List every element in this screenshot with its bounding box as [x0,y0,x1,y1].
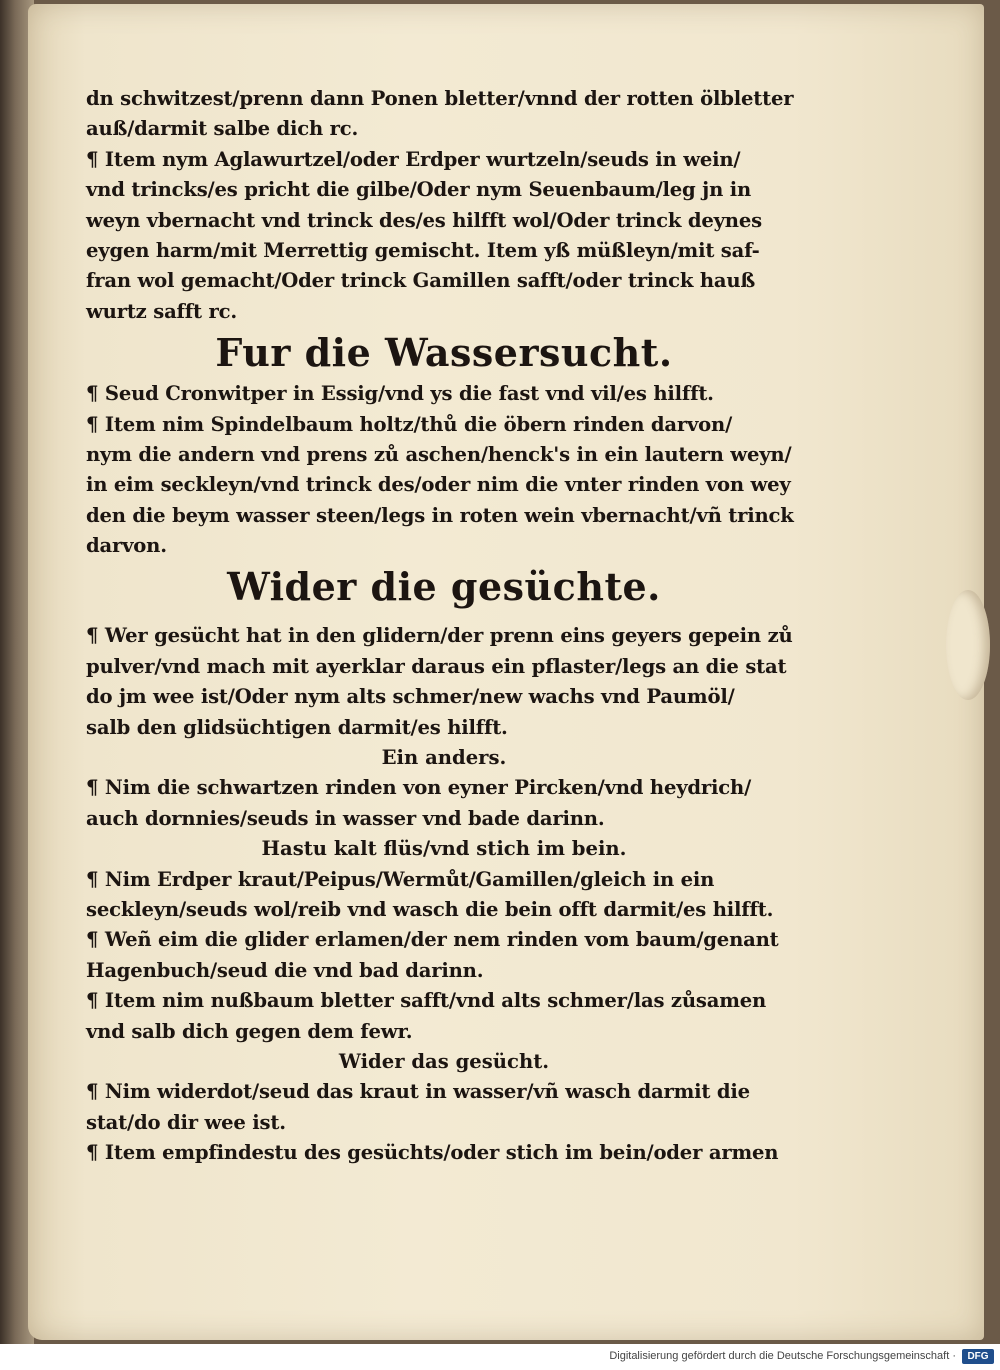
text-line: eygen harm/mit Merrettig gemischt. Item yß müßleyn/mit saf- [86,238,760,262]
text-line: weyn vbernacht vnd trinck des/es hilfft wol/Oder trinck deynes [86,208,762,232]
spacer [86,613,802,621]
text-line: wurtz safft rc. [86,299,237,323]
text-line: ¶ Wer gesücht hat in den glidern/der prenn eins geyers gepein zů [86,624,793,648]
text-line: ¶ Item nim nußbaum bletter safft/vnd alts schmer/las zůsamen [86,989,767,1013]
dfg-logo: DFG [962,1349,994,1364]
text-line: do jm wee ist/Oder nym alts schmer/new wachs vnd Paumöl/ [86,685,735,709]
text-line: den die beym wasser steen/legs in roten wein vbernacht/vñ trinck [86,503,794,527]
text-line: in eim seckleyn/vnd trinck des/oder nim die vnter rinden von wey [86,473,791,497]
digitization-footer [0,1344,1000,1370]
text-line: nym die andern vnd prens zů aschen/henck's in ein lautern weyn/ [86,442,792,466]
text-line: stat/do dir wee ist. [86,1110,286,1134]
text-line: seckleyn/seuds wol/reib vnd wasch die bein offt darmit/es hilfft. [86,897,774,921]
funding-credit: Digitalisierung gefördert durch die Deutsche Forschungsgemeinschaft · [609,1350,956,1362]
text-line: dn schwitzest/prenn dann Ponen bletter/vnnd der rotten ölbletter [86,87,794,110]
text-line: vnd salb dich gegen dem fewr. [86,1019,413,1043]
text-line: ¶ Seud Cronwitper in Essig/vnd ys die fast vnd vil/es hilfft. [86,382,714,406]
text-line: fran wol gemacht/Oder trinck Gamillen safft/oder trinck hauß [86,269,756,293]
subheading-ein-anders: Ein anders. [381,746,507,770]
text-line: ¶ Nim die schwartzen rinden von eyner Pircken/vnd heydrich/ [86,776,752,800]
text-line: ¶ Item empfindestu des gesüchts/oder stich im bein/oder armen [86,1141,779,1165]
subheading-kalt-flues: Hastu kalt flüs/vnd stich im bein. [261,837,627,861]
text-line: auß/darmit salbe dich rc. [86,117,359,141]
page-edge-notch [946,590,990,700]
text-line: Hagenbuch/seud die vnd bad darinn. [86,958,484,982]
text-line: vnd trincks/es pricht die gilbe/Oder nym Seuenbaum/leg jn in [86,178,752,202]
text-line: ¶ Nim widerdot/seud das kraut in wasser/vñ wasch darmit die [86,1080,750,1104]
text-line: auch dornnies/seuds in wasser vnd bade darinn. [86,806,605,830]
text-line: ¶ Item nym Aglawurtzel/oder Erdper wurtzeln/seuds in wein/ [86,147,741,171]
section-heading-wassersucht: Fur die Wassersucht. [215,330,673,376]
text-line: ¶ Nim Erdper kraut/Peipus/Wermůt/Gamillen/gleich in ein [86,867,715,891]
text-line: ¶ Item nim Spindelbaum holtz/thů die öbern rinden darvon/ [86,412,733,436]
text-line: darvon. [86,534,167,558]
text-line: salb den glidsüchtigen darmit/es hilfft. [86,715,508,739]
text-line: pulver/vnd mach mit ayerklar daraus ein pflaster/legs an die stat [86,654,787,678]
page-text-block [86,84,802,1169]
section-heading-gesuechte: Wider die gesüchte. [227,564,661,610]
text-line: ¶ Weñ eim die glider erlamen/der nem rinden vom baum/genant [86,928,779,952]
subheading-wider-das-gesuecht: Wider das gesücht. [338,1049,550,1073]
